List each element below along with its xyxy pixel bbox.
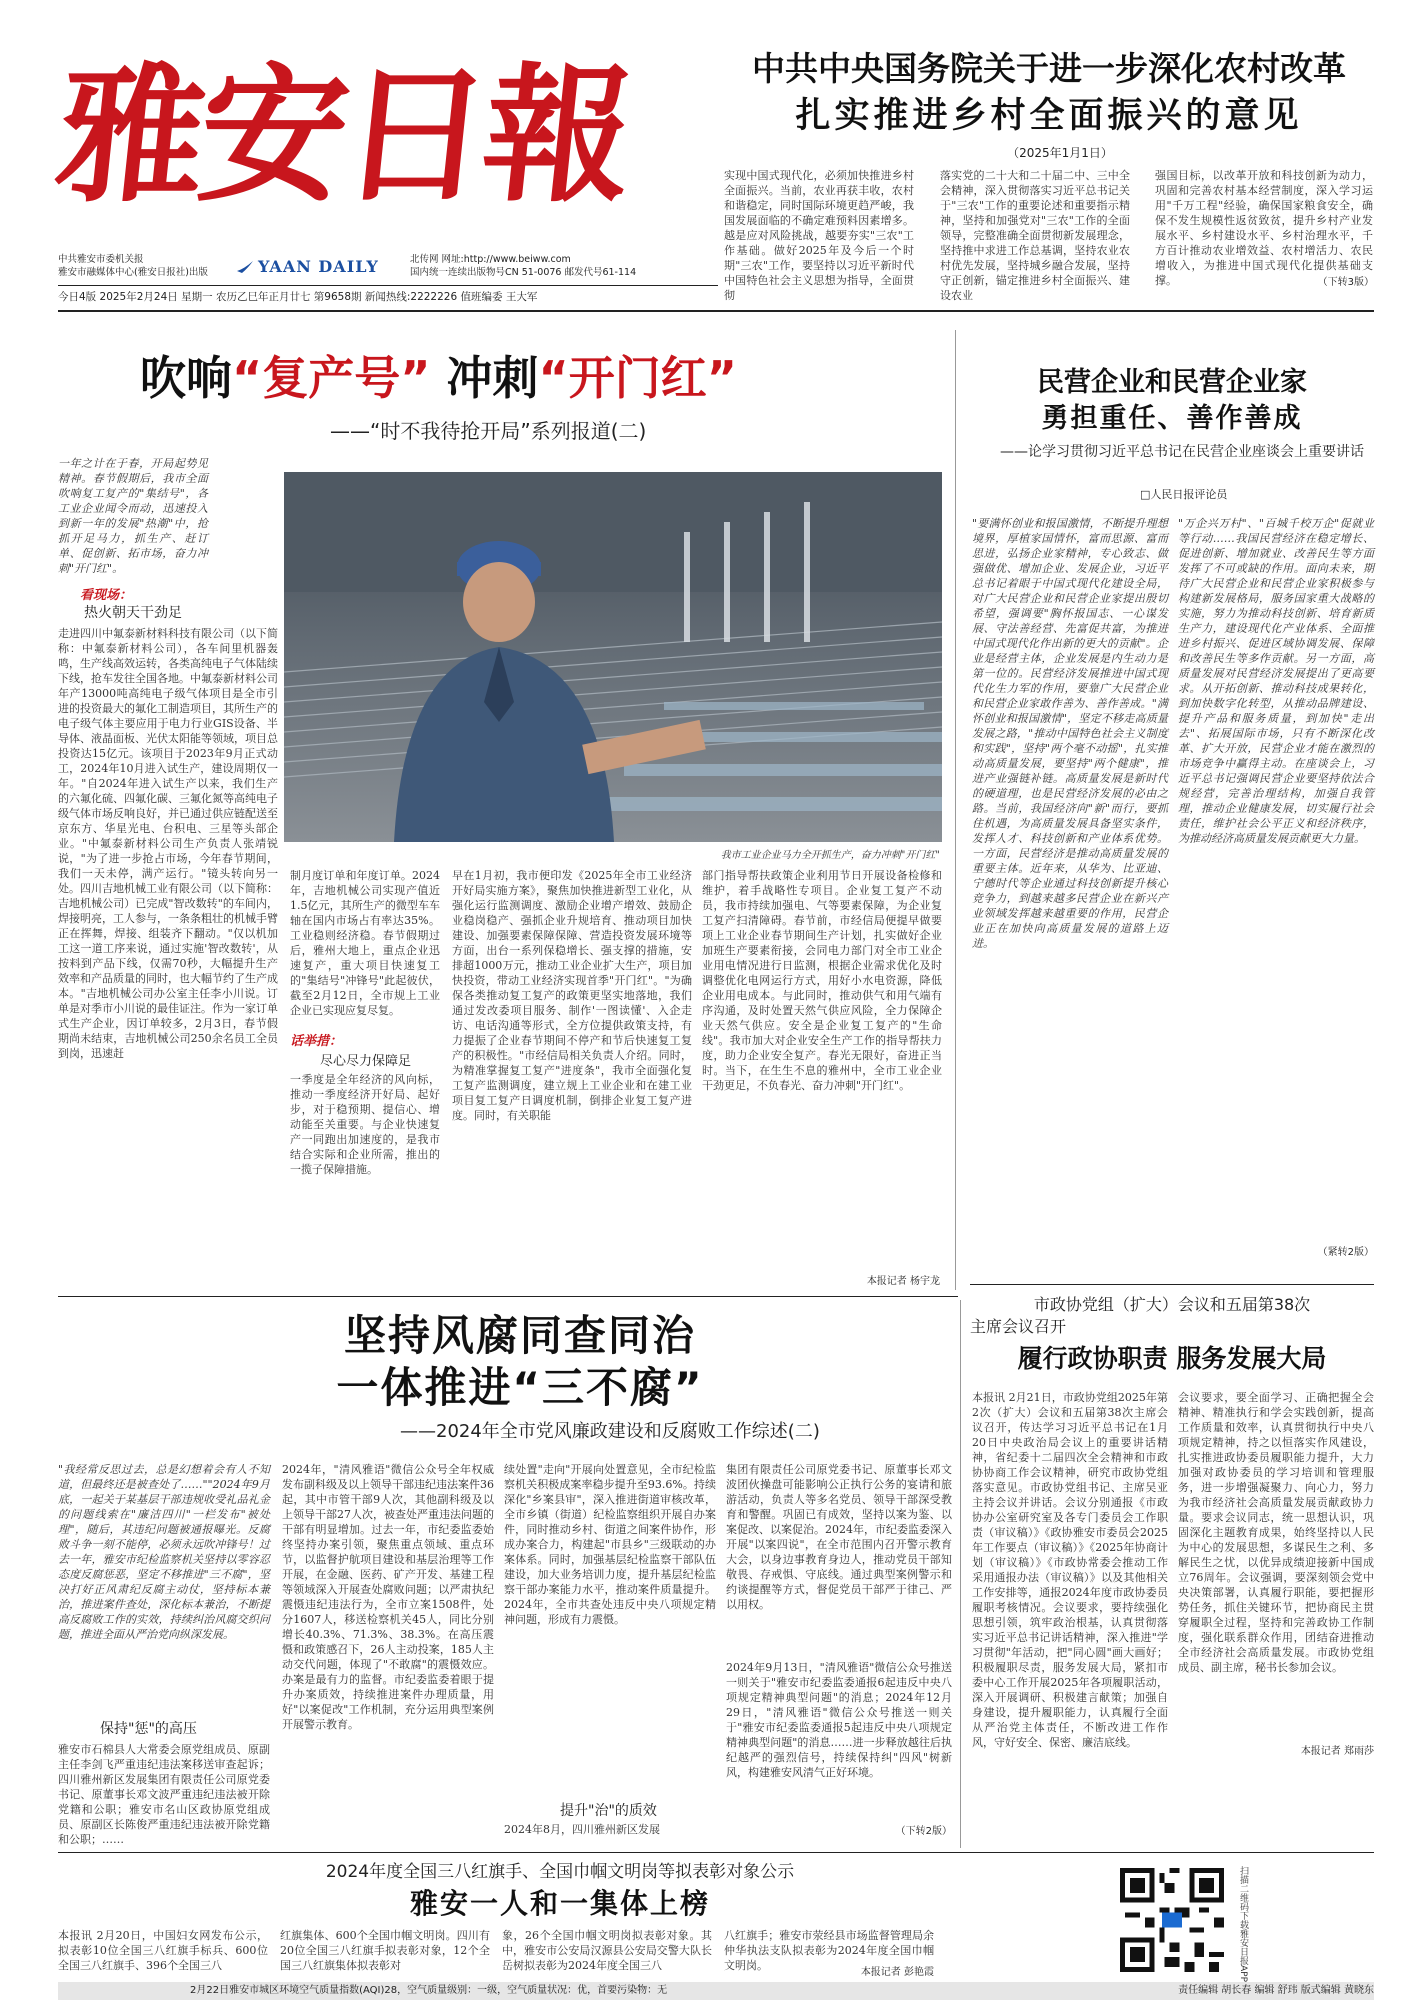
cppcc-pre-1: 市政协党组（扩大）会议和五届第38次 (1033, 1295, 1311, 1314)
top-story-col-2: 落实党的二十大和二十届二中、三中全会精神，深入贯彻落实习近平总书记关于"三农"工作的重要论述和重要指示精神，坚持和加强党对"三农"工作的全面领导，完整准确全面贯彻新发展理念，坚持推中求进工作总基调，坚持农业农村优先发展，坚持城乡融合发展，坚持守正创新，锚定推进乡村全面振兴、建设农业 (940, 169, 1130, 302)
cppcc-divider (960, 1300, 961, 1848)
cppcc-byline: 本报记者 郑雨莎 (1300, 1746, 1374, 1757)
section-label-scene: 看现场： (80, 588, 133, 603)
commentary-subtitle: ——论学习贯彻习近平总书记在民营企业座谈会上重要讲话 (1000, 444, 1364, 460)
bottom-rule (58, 1852, 1374, 1853)
commentary-col-2: "万企兴万村"、"百城千校万企"促就业等行动……我国民营经济在稳定增长、促进创新、增加就业、改善民生等方面发挥了不可或缺的作用。面向未来，期待广大民营企业和民营企业家积极参与构建新发展格局，服务国家重大战略的实施，努力为推动科技创新、培育新质生产力，建设现代化产业体系、全面推进乡村振兴、促进区域协调发展、保障和改善民生等多作贡献。另一方面，高质量发展对民营经济发展提出了更高要求。从开拓创新、推动科技成果转化，到加快数字化转型，从推动品牌建设、提升产品和服务质量，到加快"走出去"、拓展国际市场，只有不断深化改革、扩大开放，民营企业才能在激烈的市场竞争中赢得主动。在座谈会上，习近平总书记强调民营企业要坚持依法合规经营，完善治理结构，加强自我管理，推动企业健康发展，切实履行社会责任，维护社会公平正义和经济秩序，为推动经济高质量发展贡献更大力量。 (1178, 517, 1374, 845)
lead-title-part-b: “复产号” (232, 351, 431, 405)
lead-col-4: 部门指导帮扶政策企业利用节日开展设备检修和维护，着手战略性专项目。企业复工复产不动员，我市持续加强电、气等要素保障，为企业复工复产扫清障碍。春节前，市经信局便提早做要项上工业企业春节期间生产计划，扎实做好企业加班生产要素衔接，会同电力部门对全市工业企业用电情况进行日监测，根据企业需求优化及时调整优化电网运行方式，用好小水电资源，降低企业用电成本。与此同时，推动供气和用气端有序沟通，及时处置天然气供应风险，全力保障企业天然气供应。安全是企业复工复产的"生命线"。我市加大对企业安全生产工作的指导帮扶力度，助力企业安全复产。春光无限好，奋进正当时。当下，在生生不息的雅州中，全市工业企业干劲更足，不负春光、奋力冲刺"开门红"。 (702, 869, 942, 1092)
contact-line-2: 国内统一连续出版物号CN 51-0076 邮发代号61-114 (410, 267, 637, 278)
anti-col-5b: 2024年8月，四川雅州新区发展 (504, 1823, 660, 1836)
section-title-measures: 尽心尽力保障足 (320, 1054, 412, 1069)
factory-photo (284, 472, 942, 842)
lead-divider (955, 330, 956, 1290)
masthead-contact (410, 253, 710, 279)
top-section-rule (58, 310, 1374, 312)
anti-section-punish: 保持"惩"的高压 (100, 1721, 197, 1737)
bottom-byline: 本报记者 彭艳霞 (860, 1967, 934, 1978)
lead-col-2b: 一季度是全年经济的风向标，推动一季度经济开好局、起好步，对于稳预期、提信心、增动能至关重要。与企业快速复产一同跑出加速度的，是我市结合实际和企业所需，推出的一揽子保障措施。 (290, 1073, 440, 1176)
masthead-sponsor (58, 253, 248, 279)
anti-title-2: 一体推进“三不腐” (336, 1363, 704, 1412)
qr-caption: 扫描二维码下载雅安日报APP (1238, 1866, 1248, 1983)
lead-story-title (140, 350, 860, 406)
anti-col-2: 2024年，"清风雅语"微信公众号全年权威发布副科级及以上领导干部违纪违法案件36起，其中市管干部9人次，其他副科级及以上领导干部27人次，被查处严重违法问题的干部有明显增加。过去一年，市纪委监委始终坚持办案引领，聚焦重点领域、重点环节，以监督护航项目建设和基层治理等工作开展，在金融、医药、矿产开发、基建工程等领域深入开展查处腐败问题；以严肃执纪震慑违纪违法行为，全市立案1508件，处分1607人，移送检察机关45人，同比分别增长40.3%、71.3%、38.3%。在高压震慑和政策感召下，26人主动投案，185人主动交代问题，体现了"不敢腐"的震慑效应。办案是最有力的监督。市纪委监委着眼于提升办案质效，持续推进案件办理质量，用好"以案促改"工作机制，充分运用典型案例开展警示教育。 (282, 1463, 494, 1731)
lead-col-3: 早在1月初，我市便印发《2025年全市工业经济开好局实施方案》，聚焦加快推进新型工业化，从强化运行监测调度、激励企业增产增效、鼓励企业稳岗稳产、强抓企业升规培育、推动项目加快建设、加强要素保障保障、营造投资发展环境等方面，出台一系列保稳增长、强支撑的措施，安排超1000万元，推动工业企业扩大生产，项目加快投资，带动工业经济实现首季"开门红"。"为确保各类推动复工复产的政策更坚实地落地，我们通过发改委项目服务、制作'一图读懂'、入企走访、电话沟通等形式，全方位提供政策支持，有力提振了企业春节期间不停产和节后快速复工复产的积极性。"市经信局相关负责人介绍。同时，为精准掌握复工复产"进度条"，我市全面强化复工复产监测调度，建立规上工业企业和在建工业项目复工复产日调度机制，倒排企业复工复产进度。同时，有关职能 (452, 869, 692, 1122)
lead-title-part-a: 吹响 (140, 351, 232, 405)
top-story-date: （2025年1月1日） (1007, 146, 1113, 160)
top-story-col-1: 实现中国式现代化，必须加快推进乡村全面振兴。当前，农业再获丰收，农村和谐稳定，同时国际环境更趋严峻，我国发展面临的不确定难预料因素增多。越是应对风险挑战，越要夯实"三农"工作基础。做好2025年及今后一个时期"三农"工作，要坚持以习近平新时代中国特色社会主义思想为指导，全面贯彻 (724, 169, 914, 302)
lead-title-part-c: 冲刺 (430, 351, 539, 405)
masthead-logo (48, 40, 658, 250)
sponsor-line-2: 雅安市融媒体中心(雅安日报社)出版 (58, 267, 208, 278)
lead-byline: 本报记者 杨宇龙 (866, 1276, 940, 1287)
lead-story-subtitle: ——“时不我待抢开局”系列报道(二) (330, 419, 647, 443)
commentary-rule (970, 1284, 1374, 1285)
anti-intro: "我经常反思过去，总是幻想着会有人不知道，但最终还是被查处了……""2024年9月底，一起关于某基层干部违规收受礼品礼金的问题线索在"廉洁四川"一栏发布"被处理"，随后，其违纪问题被通报曝光。反腐败斗争一刻不能停，必须永远吹冲锋号！过去一年，雅安市纪检监察机关坚持以零容忍态度反腐惩恶，坚定不移推进"三不腐"，坚决打好正风肃纪反腐主动仗，坚持标本兼治，推进案件查处，深化标本兼治，不断提高反腐败工作的实效，持续纠治风腐交织问题，推进全面从严治党向纵深发展。 (58, 1463, 270, 1641)
bottom-pre-title: 2024年度全国三八红旗手、全国巾帼文明岗等拟表彰对象公示 (325, 1862, 795, 1882)
top-story-col-3: 强国目标，以改革开放和科技创新为动力，巩固和完善农村基本经营制度，深入学习运用"千万工程"经验，确保国家粮食安全，确保不发生规模性返贫致贫，提升乡村产业发展水平、乡村建设水平、乡村治理水平，千方百计推动农业增效益、农村增活力、农民增收入，为推进中国式现代化提供基础支撑。 (1155, 169, 1373, 287)
cppcc-pre-2: 主席会议召开 (970, 1317, 1067, 1336)
anti-subtitle: ——2024年全市党风廉政建设和反腐败工作综述(二) (400, 1421, 820, 1442)
logo-text: 雅安日報 (48, 48, 636, 222)
qr-icon (1120, 1868, 1224, 1972)
commentary-source: □人民日报评论员 (1140, 488, 1228, 501)
cppcc-title: 履行政协职责 服务发展大局 (1017, 1344, 1327, 1373)
mid-rule (58, 1296, 958, 1297)
anti-title-1: 坚持风腐同查同治 (343, 1311, 696, 1360)
bottom-col-1: 本报讯 2月20日，中国妇女网发布公示，拟表彰10位全国三八红旗手标兵、600位全国三八红旗手、396个全国三八 (58, 1929, 268, 1972)
bottom-title: 雅安一人和一集体上榜 (409, 1887, 710, 1920)
section-title-scene: 热火朝天干劲足 (84, 605, 182, 621)
date-line: 今日4版 2025年2月24日 星期一 农历乙巳年正月廿七 第9658期 新闻热线:2222226 值班编委 王大军 (58, 291, 538, 303)
sponsor-line-1: 中共雅安市委机关报 (58, 254, 144, 265)
en-logo-text: YAAN DAILY (258, 256, 379, 276)
top-story-title-2: 扎实推进乡村全面振兴的意见 (795, 96, 1303, 136)
cppcc-col-2: 会议要求，要全面学习、正确把握全会精神、精准执行和学会实践创新，提高工作质量和效率，认真贯彻执行中央八项规定精神，持之以恒落实作风建设，扎实推进政协委员履职能力提升，大力加强对政协委员的学习培训和管理服务，进一步增强凝聚力、向心力，努力为我市经济社会高质量发展贡献政协力量。要求会议同志，统一思想认识，巩固深化主题教育成果，始终坚持以人民为中心的发展思想，多谋民生之利、多解民生之忧，以优异成绩迎接新中国成立76周年。会议强调，要深刻领会党中央决策部署，认真履行职能，要把握形势任务，抓住关键环节，把协商民主贯穿履职全过程，坚持和完善政协工作制度，强化联系群众作用，团结奋进推动全市经济社会高质量发展。市政协党组成员、副主席，秘书长参加会议。 (1178, 1391, 1374, 1674)
bottom-col-3: 象，26个全国巾帼文明岗拟表彰对象。其中，雅安市公安局汉源县公安局交警大队长岳树拟表彰为2024年度全国三八 (502, 1929, 712, 1972)
anti-continue: （下转2版） (895, 1826, 952, 1837)
commentary-col-1: "要满怀创业和报国激情，不断提升理想境界，厚植家国情怀，富而思源、富而思进，弘扬企业家精神，专心致志、做强做优、增加企业、发展企业，习近平总书记着眼于中国式现代化建设全局，对广大民营企业和民营企业家提出殷切希望，强调要"胸怀报国志、一心谋发展、守法善经营、先富促共富，为推进中国式现代化作出新的更大的贡献"。企业是经营主体，企业发展是内生动力是第一位的。民营经济发展推进中国式现代化生力军的作用，要靠广大民营企业和民营企业家敢作善为、善作善成。"满怀创业和报国激情"，坚定不移走高质量发展之路，"推动中国特色社会主义制度和实践"，坚持"两个毫不动摇"，扎实推动高质量发展，要坚持"两个健康"，推进产业强链补链。高质量发展是新时代的硬道理，也是民营经济发展的必由之路。当前，我国经济向"新"而行，要抓住机遇，为高质量发展具备坚实条件，发挥人才、科技创新和产业体系优势。一方面，民营经济是推动高质量发展的重要主体。近年来，从华为、比亚迪、宁德时代等企业通过科技创新提升核心竞争力，到越来越多民营企业在新兴产业领域发挥越来越重要的作用，民营企业正在加快向高质量发展的道路上迈进。 (972, 517, 1168, 950)
anti-col-5: 2024年9月13日，"清风雅语"微信公众号推送一则关于"雅安市纪委监委通报6起违反中央八项规定精神典型问题"的消息；2024年12月29日，"清风雅语"微信公众号推送一则关于"雅安市纪委监委通报5起违反中央八项规定精神典型问题"的消息……进一步释放越往后执纪越严的强烈信号，持续保持纠"四风"树新风，构建雅安风清气正好环境。 (726, 1661, 952, 1779)
photo-caption: 我市工业企业马力全开抓生产，奋力冲刺"开门红" (720, 850, 940, 861)
commentary-title-2: 勇担重任、善作善成 (1041, 403, 1303, 434)
commentary-title-1: 民营企业和民营企业家 (1037, 367, 1307, 398)
anti-section-govern: 提升"治"的质效 (560, 1803, 657, 1819)
section-label-measures: 话举措： (290, 1034, 343, 1049)
anti-col-3: 续处置"走向"开展向处置意见，全市纪检监察机关积极成案率稳步提升至93.6%。持续深化"乡案县审"，深入推进街道审核改革，全市乡镇（街道）纪检监察组织开展自办案件，同时推动乡村、街道之间案件协作，形成办案合力，构建起"市县乡"三级联动的办案体系。同时，加强基层纪检监察干部队伍建设，加大业务培训力度，提升基层纪检监察干部办案能力水平，推动案件质量提升。2024年，全市共查处违反中央八项规定精神问题，形成有力震慑。 (504, 1463, 716, 1626)
lead-col-2: 制月度订单和年度订单。2024年，吉地机械公司实现产值近1.5亿元，其所生产的微型车车轴在国内市场占有率达35%。工业稳则经济稳。春节假期过后，雅州大地上，重点企业迅速复产，重大项目快速复工的"集结号"冲锋号"此起彼伏，截至2月12日，全市规上工业企业已实现应复尽复。 (290, 869, 440, 1017)
commentary-continue: （紧转2版） (1317, 1247, 1374, 1258)
masthead-rule (58, 285, 718, 286)
qr-code[interactable] (1120, 1868, 1224, 1972)
cppcc-col-1: 本报讯 2月21日，市政协党组2025年第2次（扩大）会议和五届第38次主席会议召开，传达学习习近平总书记在1月20日中央政治局会议上的重要讲话精神，省纪委十二届四次全会精神和市政协协商工作会议精神，研究市政协党组落实意见。市政协党组书记、主席吴亚主持会议并讲话。会议分别通报《市政协办公室研究室及各专门委员会工作职责（审议稿）》《政协雅安市委员会2025年工作要点（审议稿）》《2025年协商计划（审议稿）》《市政协常委会推动工作采用通报办法（审议稿）》以及其他相关工作安排等，通报2024年度市政协委员履职考核情况。会议要求，要持续强化思想引领，筑牢政治根基，认真贯彻落实习近平总书记讲话精神，深入推进"学习贯彻"年活动，把"同心圆"画大画好；积极履职尽责，服务发展大局，紧扣市委中心工作开展2025年各项履职活动，深入开展调研、积极建言献策；加强自身建设，提升履职能力，认真履行全面从严治党主体责任，不断改进工作作风，守好安全、保密、廉洁底线。 (972, 1391, 1168, 1749)
factory-photo-illustration (284, 472, 942, 842)
bottom-col-4: 八红旗手；雅安市荥经县市场监督管理局余仲华执法支队拟表彰为2024年度全国巾帼文明岗。 (724, 1929, 934, 1972)
top-story-continue: （下转3版） (1317, 277, 1374, 288)
lead-title-part-d: “开门红” (538, 351, 737, 405)
lead-col-1: 走进四川中氟泰新材料科技有限公司（以下简称：中氟泰新材料公司），各车间里机器轰鸣，生产线高效运转，各类高纯电子气体陆续下线，抢车发往全国各地。中氟泰新材料公司年产13000吨高纯电子级气体项目是全市引进的投资最大的氟化工制造项目，其所生产的电子级气体主要应用于电力行业GIS设备、半导体、液晶面板、光伏太阳能等领域，项目总投资达15亿元。该项目于2023年9月正式动工，2024年10月进入试生产，建设周期仅一年。"自2024年进入试生产以来，我们生产的六氟化硫、四氟化碳、三氟化氮等高纯电子级气体市场反响良好，并已通过供应链配送至京东方、华星光电、台积电、三星等头部企业。"中氟泰新材料公司生产负责人张靖锐说，"为了进一步抢占市场，今年春节期间，我们一天未停，满产运行。"镜头转向另一处。四川吉地机械工业有限公司（以下简称：吉地机械公司）已完成"智改数转"的车间内，焊接明亮，工人参与，一条条粗壮的机械手臂正在挥舞，焊接、组装齐下翻动。"仅以机加工这一道工序来说，通过实施'智改数转'，从按料到产品下线，仅需70秒，大幅提升生产效率和产品质量的同时，也大幅节约了生产成本。"吉地机械公司办公室主任李小川说。订单是对季市小川说的最佳证注。作为一家订单式生产企业，因订单较多，2月3日，春节假期尚未结束，吉地机械公司250余名员工全员到岗，迅速赶 (58, 627, 278, 1060)
footer-editors: 责任编辑 胡长春 编辑 舒玮 版式编辑 黄晓东 (1178, 1985, 1374, 1996)
anti-section-punish-text: 雅安市石棉县人大常委会原党组成员、原副主任李剑飞严重违纪违法案移送审查起诉；四川雅州新区发展集团有限责任公司原党委书记、原董事长邓文波严重违纪违法被开除党籍和公职；雅安市名山区政协原党组成员、原副区长陈俊严重违纪违法被开除党籍和公职；…… (58, 1743, 270, 1846)
swallow-icon (236, 259, 254, 273)
contact-line-1: 北传网 网址:http://www.beiww.com (410, 254, 571, 265)
lead-story-intro: 一年之计在于春，开局起势见精神。春节假期后，我市全面吹响复工复产的"集结号"，各工业企业闻令而动，迅速投入到新一年的发展"热潮"中，抢抓开足马力，抓生产、赶订单、促创新、拓市场，奋力冲刺"开门红"。 (58, 457, 208, 575)
footer-air-quality: 2月22日雅安市城区环境空气质量指数(AQI)28，空气质量级别：一级，空气质量状况：优，首要污染物：无 (190, 1985, 668, 1996)
en-logo (236, 254, 396, 278)
anti-col-4: 集团有限责任公司原党委书记、原董事长邓文波团伙操盘可能影响公正执行公务的宴请和旅游活动，负责人等多名党员、领导干部深受教育和警醒。巩固已有成效，坚持以案为鉴、以案促改、以案促治。2024年，市纪委监委深入开展"以案四说"，在全市范围内召开警示教育大会，以身边事教育身边人，推动党员干部知敬畏、存戒惧、守底线。通过典型案例警示和约谈提醒等方式，督促党员干部严于律己、严以用权。 (726, 1463, 952, 1611)
top-story-title-1: 中共中央国务院关于进一步深化农村改革 (752, 49, 1346, 88)
bottom-col-2: 红旗集体、600个全国巾帼文明岗。四川有20位全国三八红旗手拟表彰对象，12个全国三八红旗集体拟表彰对 (280, 1929, 490, 1972)
